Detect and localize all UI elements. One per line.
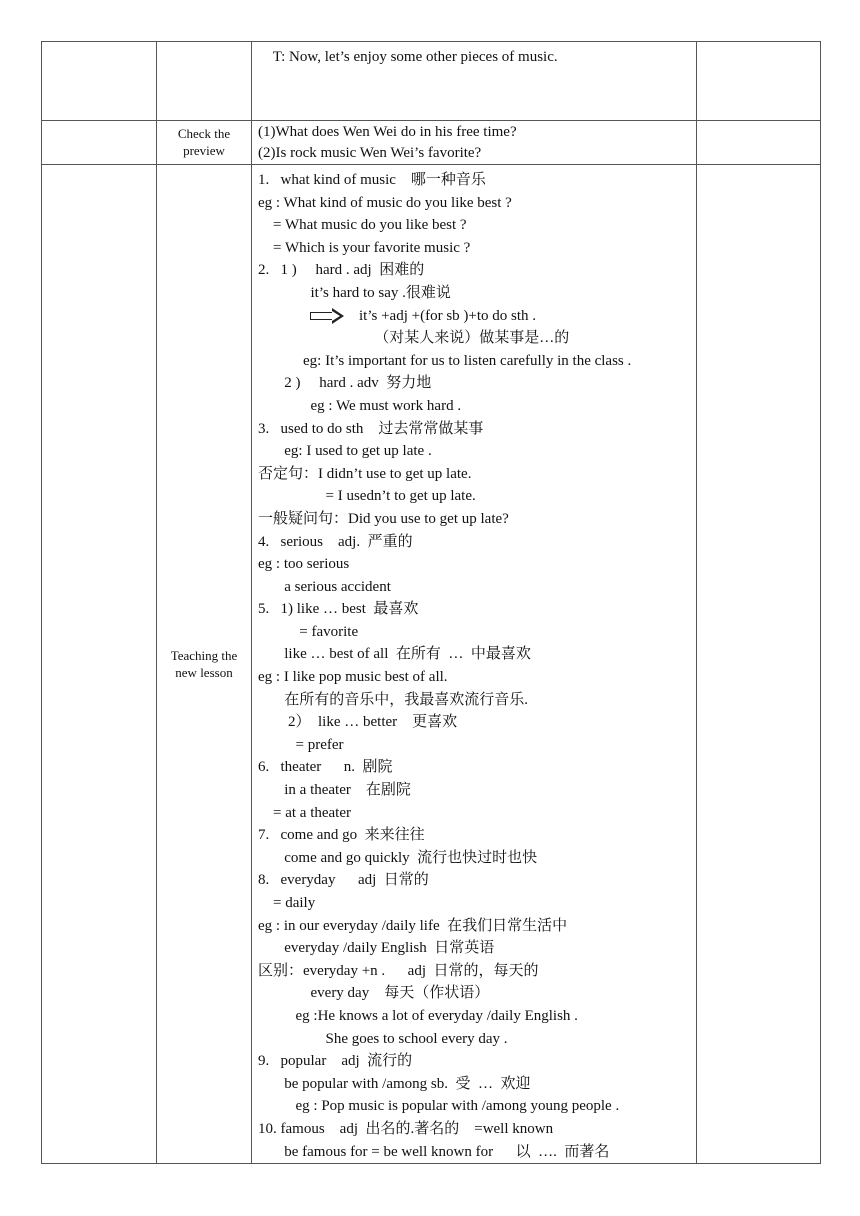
empty-cell bbox=[697, 165, 821, 1164]
note-line: like … best of all 在所有 … 中最喜欢 bbox=[258, 646, 531, 663]
note-line: be famous for = be well known for 以 …. 而著名 bbox=[258, 1143, 610, 1160]
note-line: eg :He knows a lot of everyday /daily English . bbox=[258, 1007, 578, 1024]
right-arrow-icon bbox=[310, 310, 344, 322]
content-cell bbox=[252, 42, 697, 121]
note-line: 2） like … better 更喜欢 bbox=[258, 714, 458, 731]
note-line: 7. come and go 来来往往 bbox=[258, 827, 425, 844]
note-line: 9. popular adj 流行的 bbox=[258, 1053, 413, 1070]
note-line-text: it’s +adj +(for sb )+to do sth . bbox=[344, 307, 537, 324]
note-line: 区别：everyday +n . adj 日常的，每天的 bbox=[258, 962, 539, 979]
note-line: = favorite bbox=[258, 623, 359, 640]
empty-cell bbox=[42, 121, 157, 165]
empty-cell bbox=[42, 42, 157, 121]
check-preview-label bbox=[157, 121, 252, 165]
note-line: eg : I like pop music best of all. bbox=[258, 669, 448, 686]
question-1: (1)What does Wen Wei do in his free time? bbox=[258, 124, 517, 140]
label-line: new lesson bbox=[175, 665, 233, 681]
empty-cell bbox=[697, 121, 821, 165]
label-line: preview bbox=[183, 143, 225, 158]
note-line: eg : Pop music is popular with /among young people . bbox=[258, 1098, 620, 1115]
empty-cell bbox=[157, 42, 252, 121]
empty-cell bbox=[697, 42, 821, 121]
note-line: 8. everyday adj 日常的 bbox=[258, 872, 429, 889]
table-row bbox=[42, 42, 821, 121]
table-row bbox=[42, 165, 821, 1164]
note-line: 10. famous adj 出名的.著名的 =well known bbox=[258, 1120, 554, 1137]
note-line: it’s hard to say .很难说 bbox=[258, 284, 451, 301]
lesson-notes-cell bbox=[252, 165, 697, 1164]
note-line: eg: It’s important for us to listen carefully in the class . bbox=[258, 352, 632, 369]
note-line: 一般疑问句：Did you use to get up late? bbox=[258, 510, 509, 527]
note-line: eg : too serious bbox=[258, 556, 350, 573]
note-line: = daily bbox=[258, 895, 316, 911]
note-line: 3. used to do sth 过去常常做某事 bbox=[258, 420, 484, 437]
note-line: eg : We must work hard . bbox=[258, 397, 462, 414]
note-line: = I usedn’t to get up late. bbox=[258, 488, 476, 505]
teaching-new-lesson-label bbox=[157, 165, 252, 1164]
teacher-line: T: Now, let’s enjoy some other pieces of music. bbox=[258, 49, 558, 65]
note-line: （对某人来说）做某事是…的 bbox=[258, 330, 570, 347]
note-line: 2 ) hard . adv 努力地 bbox=[258, 375, 432, 392]
label-line: Check the bbox=[177, 126, 231, 141]
note-line: in a theater 在剧院 bbox=[258, 782, 411, 799]
lesson-notes bbox=[252, 165, 696, 1163]
note-line: 1. what kind of music 哪一种音乐 bbox=[258, 172, 486, 188]
note-line: every day 每天（作状语） bbox=[258, 985, 490, 1002]
note-line: She goes to school every day . bbox=[258, 1030, 508, 1047]
lesson-plan-table bbox=[41, 41, 821, 1164]
note-line: 2. 1 ) hard . adj 困难的 bbox=[258, 262, 425, 279]
question-2: (2)Is rock music Wen Wei’s favorite? bbox=[258, 145, 482, 161]
note-line: 4. serious adj. 严重的 bbox=[258, 533, 413, 550]
table-row bbox=[42, 121, 821, 165]
note-line: eg : in our everyday /daily life 在我们日常生活中 bbox=[258, 917, 568, 934]
note-line: be popular with /among sb. 受 … 欢迎 bbox=[258, 1075, 531, 1092]
note-line: a serious accident bbox=[258, 578, 391, 595]
note-line bbox=[258, 305, 696, 328]
note-line: = prefer bbox=[258, 736, 344, 753]
empty-cell bbox=[42, 165, 157, 1164]
note-line: = What music do you like best ? bbox=[258, 217, 467, 234]
note-line: 在所有的音乐中，我最喜欢流行音乐. bbox=[258, 691, 529, 708]
note-line: 6. theater n. 剧院 bbox=[258, 759, 393, 776]
note-line: eg : What kind of music do you like best ? bbox=[258, 194, 512, 211]
preview-questions-cell bbox=[252, 121, 697, 165]
note-line: = at a theater bbox=[258, 804, 351, 821]
note-line: = Which is your favorite music ? bbox=[258, 239, 471, 256]
note-line: come and go quickly 流行也快过时也快 bbox=[258, 849, 538, 866]
note-line: 5. 1) like … best 最喜欢 bbox=[258, 601, 419, 618]
note-line: 否定句：I didn’t use to get up late. bbox=[258, 465, 472, 482]
note-line: everyday /daily English 日常英语 bbox=[258, 940, 495, 957]
label-line: Teaching the bbox=[170, 648, 238, 664]
note-line: eg: I used to get up late . bbox=[258, 443, 432, 460]
